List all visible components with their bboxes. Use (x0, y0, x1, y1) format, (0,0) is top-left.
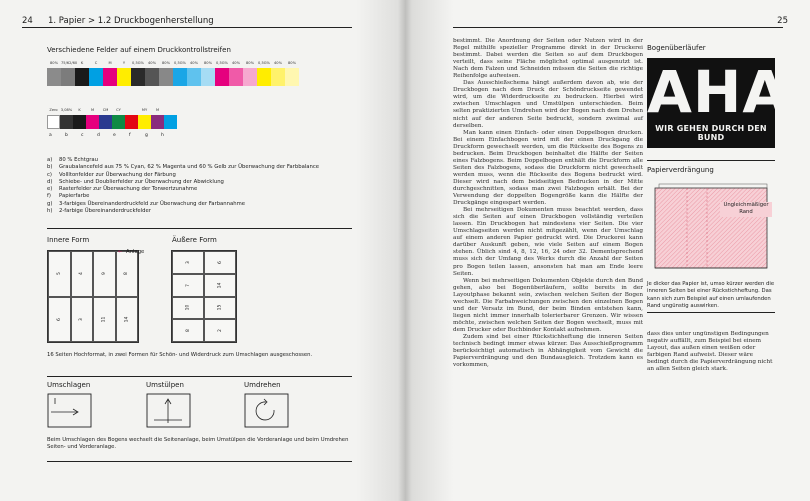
book-gutter (398, 0, 412, 501)
outer-form-title: Äußere Form (172, 236, 217, 244)
imposition-page (116, 297, 139, 343)
papier-caption: Je dicker das Papier ist, umso kürzer werden die inneren Seiten bei einer Rückstichheftung. Das kann sich zum Beispiel auf einen umlaufenden Rand ungünstig auswirken. (647, 281, 775, 309)
strip-key: b (65, 133, 68, 138)
strip-2-label: MY (141, 108, 148, 112)
strip-1-field (89, 68, 103, 86)
body-paragraph: Zudem sind bei einer Rückstichheftung die inneren Seiten technisch bedingt immer etwas kürzer. Das Ausschießprogramm berücksichtigt automatisch in Abhängigkeit vom Gewicht die Papierverdrängung und den Bundausgleich. Trotzdem kann es vorkommen, (453, 333, 643, 369)
umstuelpen-title: Umstülpen (146, 381, 184, 389)
strip-1-label: 40% (190, 61, 198, 65)
strip-key: f (129, 133, 131, 138)
strip-2-label: CY (116, 108, 121, 112)
umschlagen-title: Umschlagen (47, 381, 91, 389)
legend-item (47, 201, 357, 208)
strip-1-label: 80% (204, 61, 212, 65)
control-strip-1 (47, 68, 299, 86)
strip-2-label: 3,08% (60, 108, 73, 112)
strip-key: a (49, 133, 52, 138)
strip-1-field (243, 68, 257, 86)
legend-text: Schiebe- und Doublierfelder zur Überwachung der Abwicklung (59, 178, 224, 185)
imposition-page (204, 251, 236, 274)
strip-1-label: 80% (246, 61, 254, 65)
strip-1-label: 0,5G% (216, 61, 228, 65)
strip-1-label: Y (122, 61, 126, 65)
strip-2-field (164, 115, 177, 129)
inner-form-sheet (47, 250, 139, 343)
strip-1-label: 75/62/60 (61, 61, 78, 65)
strip-1-label: 0,5G% (132, 61, 144, 65)
aha-text: AHA (647, 58, 789, 126)
strip-2-field (73, 115, 86, 129)
imposition-page (93, 251, 116, 297)
strip-2-field (47, 115, 60, 129)
page-number-cell: 3 (185, 260, 191, 264)
ungleich-label: Ungleichmäßiger Rand (720, 202, 772, 217)
page-number-cell: 5 (56, 272, 62, 276)
page-number-cell: 4 (79, 272, 85, 276)
strip-1-field (131, 68, 145, 86)
imposition-page (48, 297, 71, 343)
imposition-page (204, 297, 236, 320)
imposition-page (204, 274, 236, 297)
strip-1-label: 80% (50, 61, 58, 65)
aha-subline: WIR GEHEN DURCH DEN BUND (655, 124, 767, 142)
strip-1-field (187, 68, 201, 86)
divider-1 (47, 228, 352, 229)
strip-1-field (75, 68, 89, 86)
right-page-number: 25 (777, 16, 788, 26)
legend-text: 2-farbige Übereinanderdruckfelder (59, 208, 151, 215)
strip-key: c (81, 133, 84, 138)
legend-text: 3-farbiges Übereinanderdruckfeld zur Überwachung der Farbannahme (59, 200, 246, 207)
outer-form-sheet (171, 250, 237, 343)
imposition-page (172, 251, 204, 274)
strip-1-labels (47, 61, 299, 65)
strip-2-label: CM (102, 108, 109, 112)
strip-2-label (125, 108, 138, 112)
strip-2-label: M (90, 108, 95, 112)
legend-item (47, 186, 357, 193)
page-number-cell: 2 (217, 329, 223, 333)
page-number-cell: 3 (79, 317, 85, 321)
strip-1-field (257, 68, 271, 86)
legend-text: Rasterfelder zur Überwachung der Tonwertzunahme (59, 186, 198, 193)
umstuelpen-diagram (146, 390, 196, 430)
breadcrumb: 1. Papier > 1.2 Druckbogenherstellung (48, 16, 214, 26)
strip-1-field (145, 68, 159, 86)
imposition-page (48, 251, 71, 297)
legend-text: Vollltonfelder zur Überwachung der Färbung (59, 171, 176, 178)
papier-diagram (647, 178, 775, 274)
page-number-cell: 9 (101, 272, 107, 276)
page-number-cell: 8 (185, 329, 191, 333)
strip-1-field (201, 68, 215, 86)
continuation-text: dass dies unter ungünstigen Bedingungen negativ auffällt, zum Beispiel bei einem Layout, das außen einen weißen oder farbigen Rand aufweist. Dieser wäre bedingt durch die Papierverdrängung nicht an allen Seiten gleich stark. (647, 331, 773, 373)
strip-1-field (47, 68, 61, 86)
section-title-kontrollstreifen: Verschiedene Felder auf einem Druckkontrollstreifen (47, 46, 231, 54)
strip-2-field (151, 115, 164, 129)
strip-2-field (112, 115, 125, 129)
strip-1-label: 80% (162, 61, 170, 65)
legend-key: c) (47, 171, 52, 178)
body-paragraph: bestimmt. Die Anordnung der Seiten oder Nutzen wird in der Regel mithilfe spezieller Programme direkt in der Druckerei bestimmt. Dabei werden die Seiten so auf dem Druckbogen verteilt, dass seine Fläche möglichst optimal ausgenutzt ist. Nach dem Falzen und Schneiden müssen die Seiten die richtige Reihenfolge aufweisen. (453, 38, 643, 80)
strip-2-label: K (78, 108, 81, 112)
legend-item (47, 172, 357, 179)
strip-2-field (86, 115, 99, 129)
strip-key: h (161, 133, 164, 138)
strip-2-labels (47, 108, 177, 112)
body-paragraph: Man kann einen Einfach- oder einen Doppelbogen drucken. Bei einem Einfachbogen wird mit der einen Druckgang die Druckform gewechselt werden, um die Rückseite des Bogens zu bedrucken. Beim Druckbogen beinhaltet die Hälfte der Seiten eines Falzbogens. Beim Doppelbogen enthält die Druckform alle Seiten des Falzbogens, sodass die Druckform nicht gewechselt werden muss, wenn die Rückseite des Bogens bedruckt wird. Dieser wird nach dem beidseitigen Bedrucken in der Mitte durchgeschnitten, sodass man zwei Falzbogen erhält. Bei der Verwendung der doppelten Bogengröße kann die Hälfte der Druckgänge eingespart werden. (453, 129, 643, 207)
papier-title: Papierverdrängung (647, 166, 714, 174)
strip-1-field (103, 68, 117, 86)
body-paragraph: Bei mehrseitigen Dokumenten muss beachtet werden, dass sich die Seiten auf einen Druckbogen vollständig verteilen lassen. Ein Druckbogen hat mindestens vier Seiten. Die vier Umschlagseiten werden nicht mitgezählt, wenn der Umschlag auf einem anderen Papier gedruckt wird. Die Druckerei kann darüber Auskunft geben, wie viele Seiten auf einem Bogen stehen. Üblich sind 4, 8, 12, 16, 24 oder 32. Dementsprechend muss sich der Umfang des Werks durch die Anzahl der Seiten pro Bogen teilen lassen, ansonsten hat man am Ende leere Seiten. (453, 207, 643, 277)
strip-1-label: 80% (288, 61, 296, 65)
strip-key: g (145, 133, 148, 138)
strip-2-label: M (155, 108, 160, 112)
header-rule (22, 27, 352, 28)
imposition-page (172, 297, 204, 320)
strip-2-label: Zero (49, 108, 58, 112)
strip-1-label: 0,5G% (174, 61, 186, 65)
page-number-cell: 14 (124, 316, 130, 323)
strip-1-label: 40% (274, 61, 282, 65)
umdrehen-title: Umdrehen (244, 381, 281, 389)
strip-1-field (271, 68, 285, 86)
aha-illustration (647, 58, 789, 148)
anlage-label: Anlage (126, 249, 145, 255)
legend-key: e) (47, 186, 53, 193)
legend-key: f) (47, 193, 51, 200)
strip-key-letters (47, 133, 177, 141)
umschlagen-diagram (47, 390, 97, 430)
right-divider-2 (647, 312, 775, 313)
strip-1-field (173, 68, 187, 86)
imposition-page (71, 297, 94, 343)
strip-1-label: 40% (148, 61, 156, 65)
right-divider-1 (647, 160, 775, 161)
strip-2-field (99, 115, 112, 129)
strip-legend (47, 157, 357, 215)
page-number-cell: 7 (185, 283, 191, 287)
strip-1-label: 0,5G% (258, 61, 270, 65)
legend-key: g) (47, 200, 53, 207)
control-strip-2 (47, 115, 177, 129)
imposition-page (172, 274, 204, 297)
imposition-page (71, 251, 94, 297)
imposition-page (204, 319, 236, 342)
legend-text: 80 % Echtgrau (59, 157, 98, 163)
divider-3 (47, 461, 352, 462)
right-header-rule (453, 27, 783, 28)
imposition-page (116, 251, 139, 297)
turn-caption: Beim Umschlagen des Bogens wechselt die Seitenanlage, beim Umstülpen die Vorderanlage und beim Umdrehen Seiten- und Vorderanlage. (47, 437, 349, 451)
strip-key: d (97, 133, 100, 138)
page-number-cell: 6 (217, 260, 223, 264)
body-paragraph: Wenn bei mehrseitigen Dokumenten Objekte durch den Bund gehen, also bei Bogenüberläufern, sollte bereits in der Layoutphase bekannt sein, zwischen welchen Seiten der Bogen wechselt. Die Farbabweichungen zwischen den einzelnen Bogen und der Versatz im Bund, der beim Binden entstehen kann, liegen nicht immer innerhalb tolerierbarer Grenzen. Wir wissen möchte, zwischen welchen Seiten der Bogen wechselt, muss mit dem Drucker oder Buchbinder Kontakt aufnehmen. (453, 277, 643, 333)
legend-item (47, 164, 357, 171)
page-number-cell: 8 (124, 272, 130, 276)
legend-key: h) (47, 208, 53, 215)
legend-item (47, 193, 357, 200)
right-page (405, 0, 810, 501)
strip-1-label: 40% (232, 61, 240, 65)
strip-1-field (229, 68, 243, 86)
strip-1-label: K (80, 61, 84, 65)
bogen-title: Bogenüberläufer (647, 44, 706, 52)
strip-1-label: C (94, 61, 98, 65)
page-number-cell: 10 (185, 305, 191, 311)
strip-1-field (285, 68, 299, 86)
strip-key: e (113, 133, 116, 138)
imposition-page (172, 319, 204, 342)
umdrehen-diagram (244, 390, 294, 430)
legend-text: Papierfarbe (59, 193, 90, 200)
strip-1-label: M (108, 61, 112, 65)
anlage-arrow: ← (118, 249, 123, 255)
inner-form-title: Innere Form (47, 236, 90, 244)
legend-text: Graubalancefeld aus 75 % Cyan, 62 % Magenta und 60 % Gelb zur Überwachung der Farbbalance (59, 164, 320, 171)
legend-key: d) (47, 178, 53, 185)
strip-2-field (125, 115, 138, 129)
form-caption: 16 Seiten Hochformat, in zwei Formen für Schön- und Widerdruck zum Umschlagen ausgeschossen. (47, 352, 313, 358)
divider-2 (47, 376, 352, 377)
left-page-number: 24 (22, 16, 33, 26)
legend-key: b) (47, 164, 53, 171)
strip-2-field (60, 115, 73, 129)
body-paragraph: Das Ausschießschema hängt außerdem davon ab, wie der Druckbogen nach dem Druck der Schöndruckseite gewendet wird, um die Widerdruckseite zu bedrucken. Hierbei wird zwischen Umschlagen und Umstülpen unterschieden. Beim selten praktizierten Umdrehen wird der Bogen nach dem Drehen nicht auf der anderen Seite bedruckt, sondern zweimal auf derselben. (453, 80, 643, 129)
legend-key: a) (47, 157, 53, 163)
strip-1-field (159, 68, 173, 86)
page-number-cell: 15 (217, 305, 223, 311)
body-text (453, 38, 643, 369)
strip-1-field (61, 68, 75, 86)
legend-item (47, 208, 357, 215)
strip-1-field (215, 68, 229, 86)
page-number-cell: 14 (217, 282, 223, 288)
imposition-page (93, 297, 116, 343)
page-number-cell: 6 (56, 317, 62, 321)
strip-1-field (117, 68, 131, 86)
strip-2-field (138, 115, 151, 129)
page-number-cell: 11 (101, 316, 107, 323)
